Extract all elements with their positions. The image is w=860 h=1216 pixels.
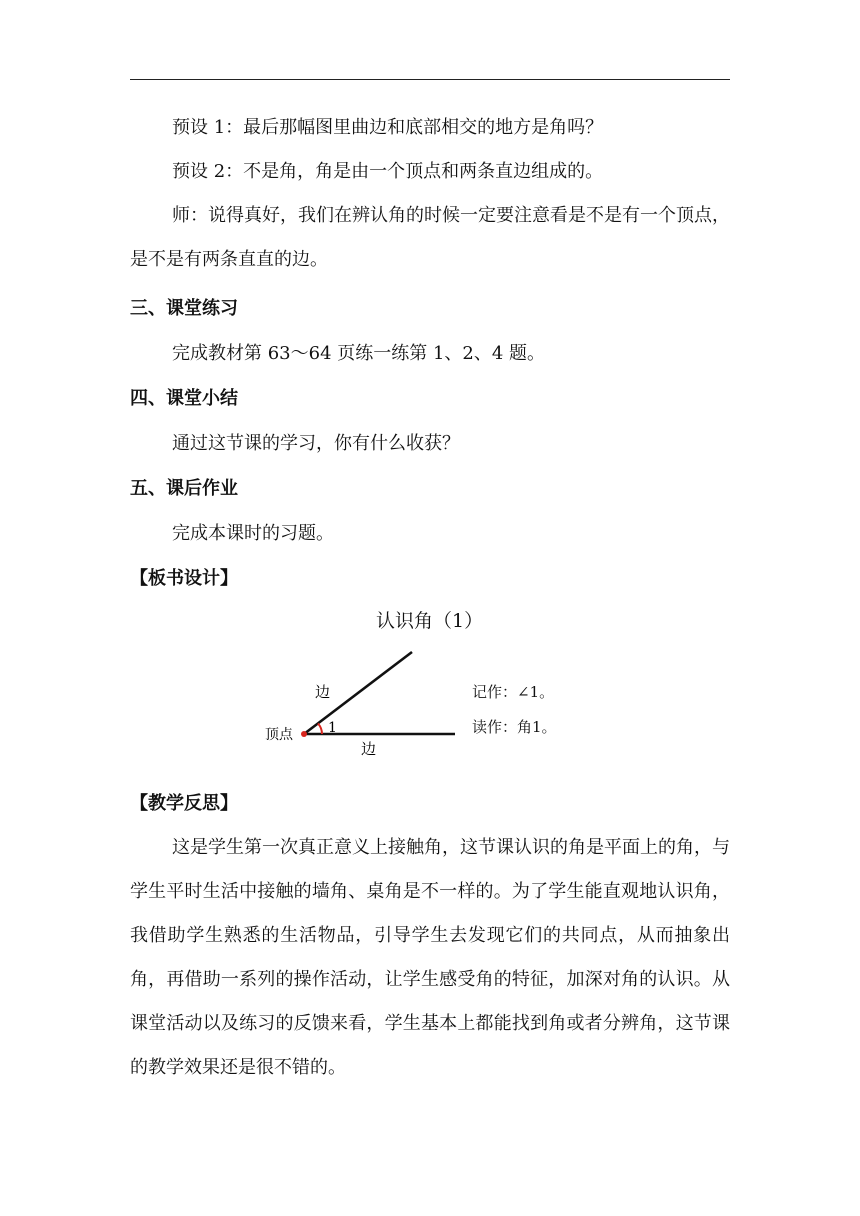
section-body-summary: 通过这节课的学习，你有什么收获？ — [172, 433, 460, 454]
vertex-dot — [301, 731, 307, 737]
angle-arc — [318, 724, 322, 735]
paragraph-preset-1: 预设 1：最后那幅图里曲边和底部相交的地方是角吗？ — [172, 117, 604, 138]
board-title: 认识角（1） — [376, 610, 484, 632]
reflection-body: 这是学生第一次真正意义上接触角，这节课认识的角是平面上的角，与学生平时生活中接触的墙角、桌角是不一样的。为了学生能直观地认识角，我借助学生熟悉的生活物品，引导学生去发现它们的共同点，从而抽象出角，再借助一系列的操作活动，让学生感受角的特征，加深对角的认识。从课堂活动以及练习的反馈来看，学生基本上都能找到角或者分辨角，这节课的教学效果还是很不错的。 — [130, 837, 730, 1078]
reflection-heading: 【教学反思】 — [130, 793, 238, 814]
vertex-label: 顶点 — [265, 727, 293, 743]
paragraph-teacher: 师：说得真好，我们在辨认角的时候一定要注意看是不是有一个顶点，是不是有两条直直的边。 — [130, 205, 730, 270]
section-heading-homework: 五、课后作业 — [130, 478, 238, 499]
paragraph-preset-2: 预设 2：不是角，角是由一个顶点和两条直边组成的。 — [172, 161, 604, 182]
side-bottom-label: 边 — [361, 740, 377, 758]
angle-number-label: 1 — [328, 720, 337, 736]
section-body-homework: 完成本课时的习题。 — [172, 523, 334, 544]
section-heading-summary: 四、课堂小结 — [130, 388, 238, 409]
side-top-label: 边 — [315, 683, 331, 701]
section-heading-practice: 三、课堂练习 — [130, 298, 238, 319]
note-write: 记作：∠1。 — [472, 683, 555, 701]
header-rule — [130, 79, 730, 80]
note-read: 读作：角1。 — [472, 718, 557, 736]
board-design-heading: 【板书设计】 — [130, 568, 238, 589]
section-body-practice: 完成教材第 63～64 页练一练第 1、2、4 题。 — [172, 343, 546, 364]
